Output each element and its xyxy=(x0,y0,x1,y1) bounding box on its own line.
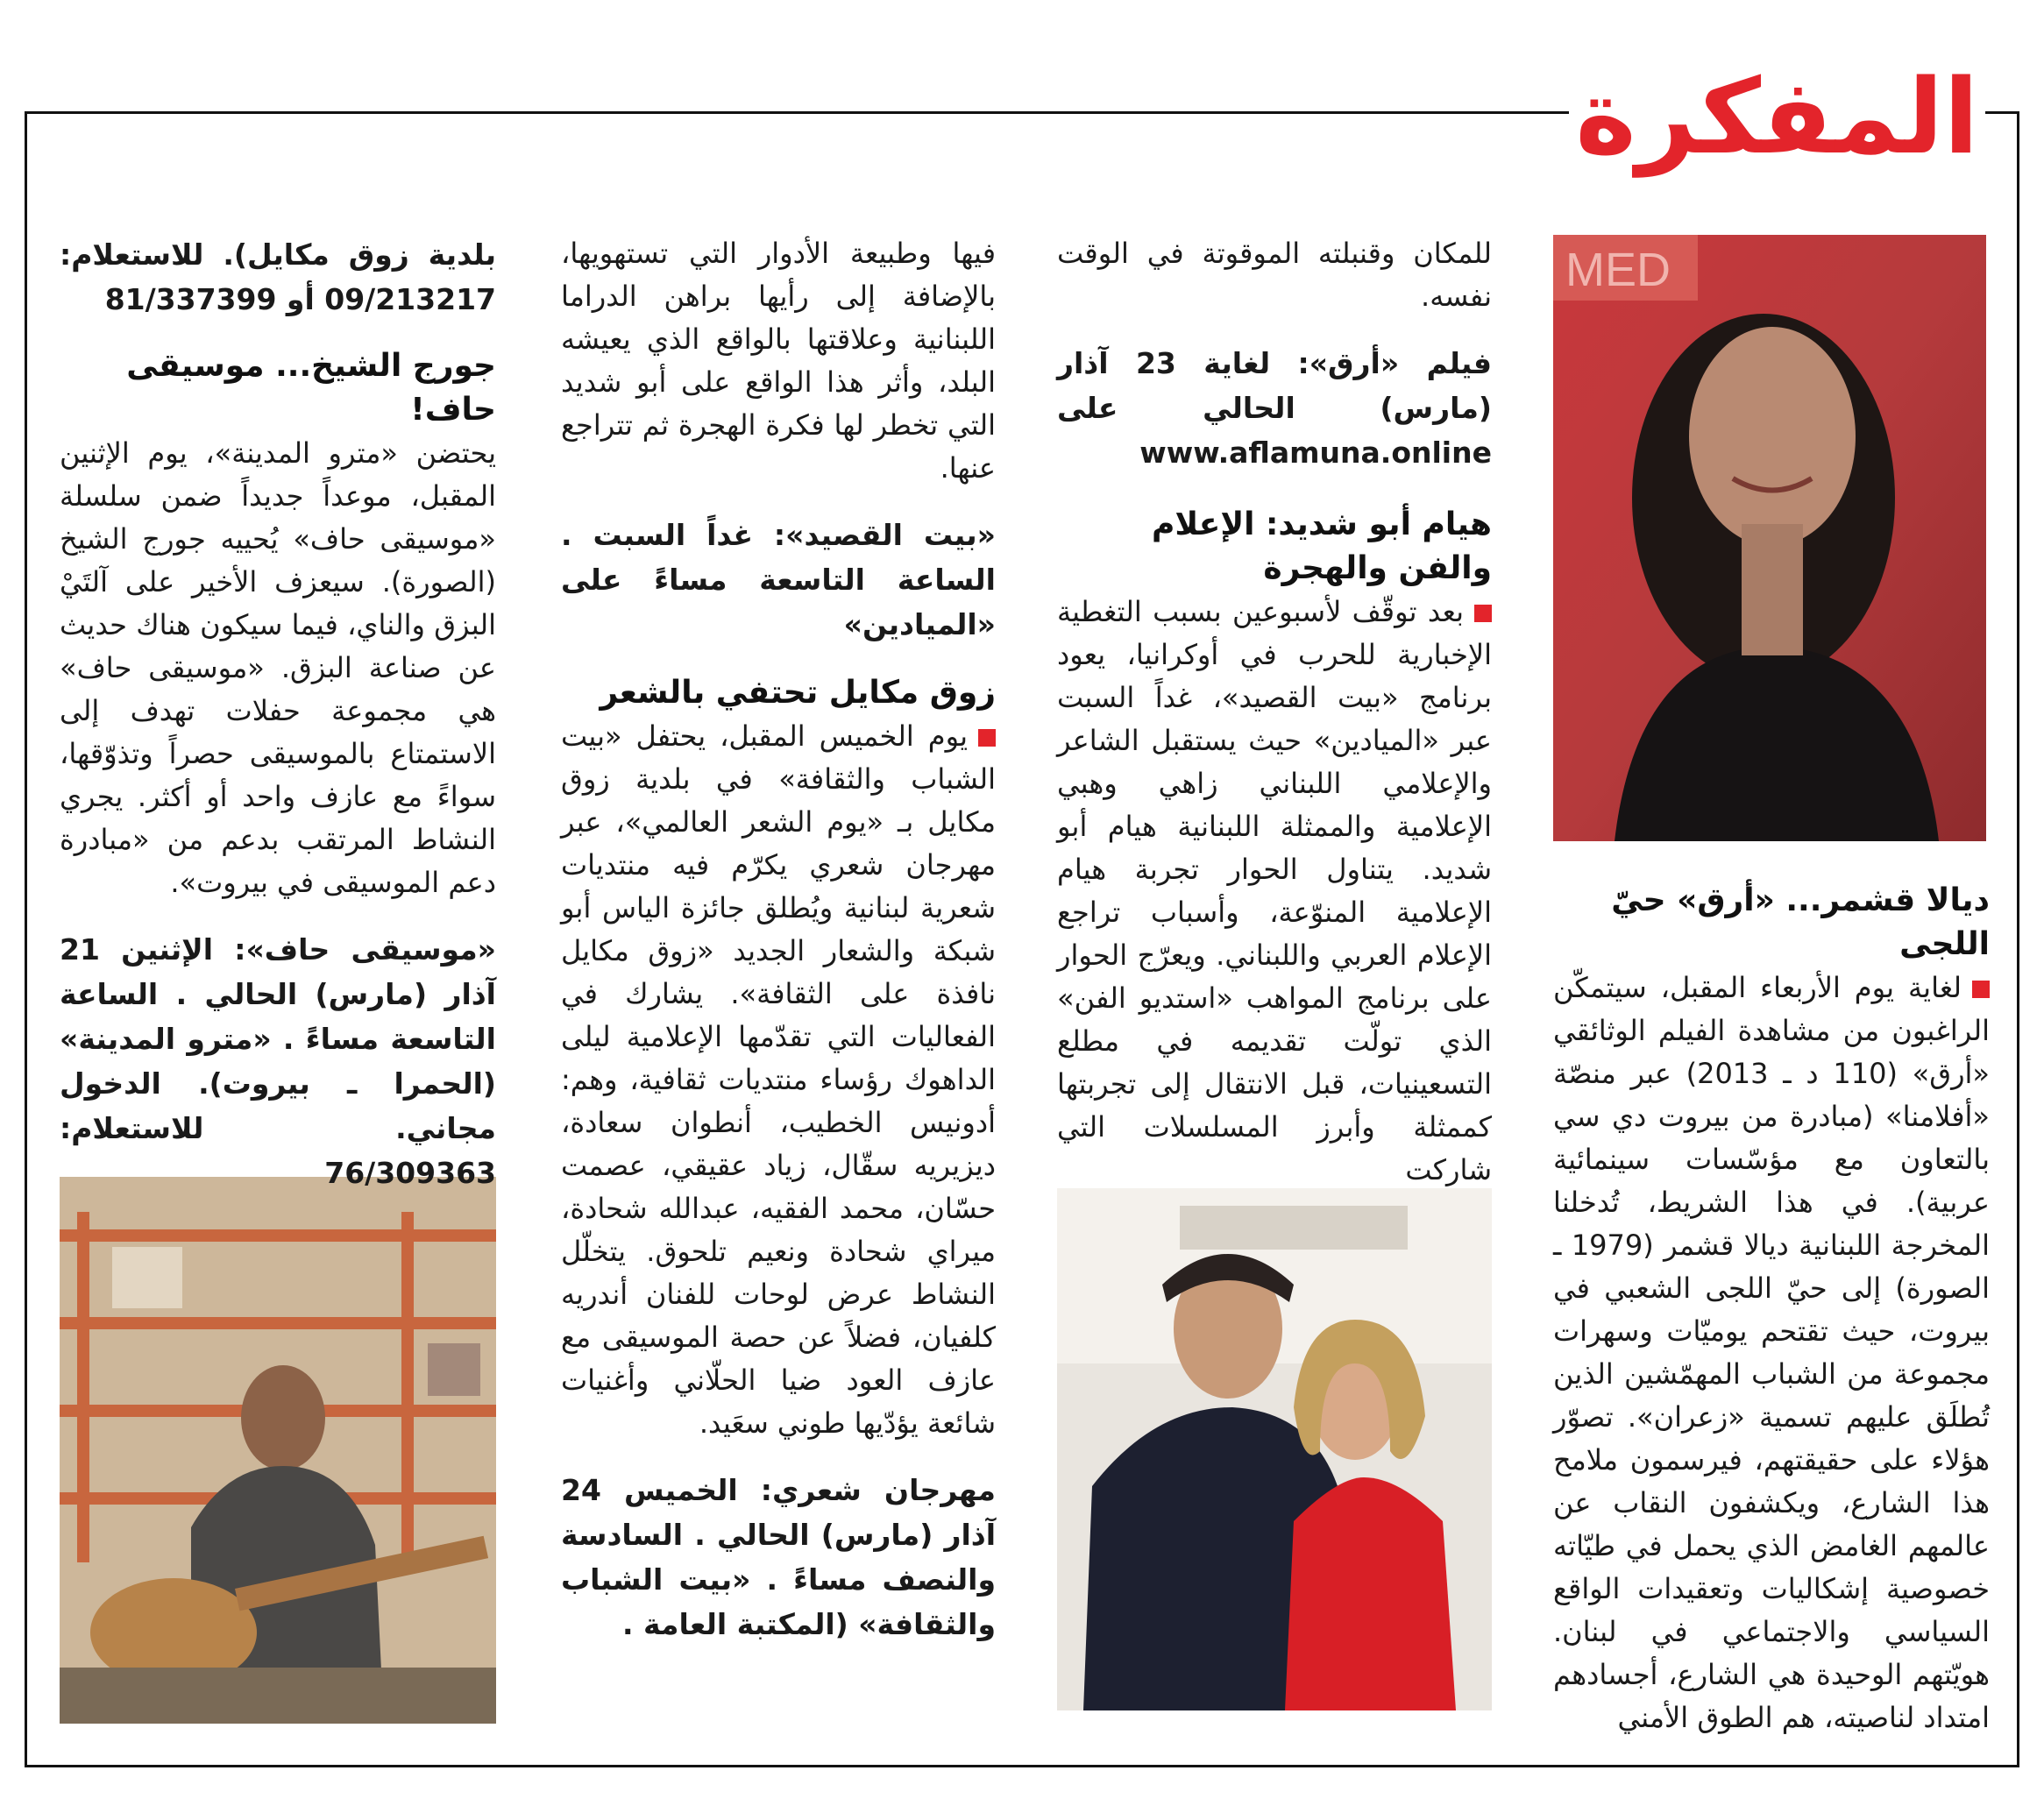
info-zouk-contact: بلدية زوق مكايل). للاستعلام: 09/213217 أو 81/337399 xyxy=(60,237,496,316)
article-heading-george: جورج الشيخ... موسيقى حاف! xyxy=(126,348,496,428)
article-body-hiyam xyxy=(1057,591,1492,1192)
musician-photo xyxy=(60,1177,496,1724)
continued-text-col3: فيها وطبيعة الأدوار التي تستهويها، بالإضافة إلى رأيها براهن الدراما اللبنانية وعلاقتها بالواقع الذي يعيشه البلد، وأثر هذا الواقع على أبو شديد التي تخطر لها فكرة الهجرة ثم تتراجع عنها. xyxy=(561,237,996,485)
column-george-sheikh xyxy=(60,232,496,1195)
article-heading-hiyam: هيام أبو شديد: الإعلام والفن والهجرة xyxy=(1152,506,1492,586)
article-body-george: يحتضن «مترو المدينة»، يوم الإثنين المقبل، موعداً جديداً ضمن سلسلة «موسيقى حاف» يُحييه جورج الشيخ (الصورة). سيعزف الأخير على آلتَيْ البزق والناي، فيما سيكون هناك حديث عن صناعة البزق. «موسيقى حاف» هي مجموعة حفلات تهدف إلى الاستمتاع بالموسيقى حصراً وتذوّقها، سواءً مع عازف واحد أو أكثر. يجري النشاط المرتقب بدعم من «مبادرة دعم الموسيقى في بيروت». xyxy=(60,436,496,899)
info-poetry-festival: مهرجان شعري: الخميس 24 آذار (مارس) الحالي . السادسة والنصف مساءً . «بيت الشباب والثقافة» (المكتبة العامة . xyxy=(561,1473,996,1641)
column-zouk-poetry xyxy=(561,232,996,1647)
article-body-zouk-text: يوم الخميس المقبل، يحتفل «بيت الشباب والثقافة» في بلدية زوق مكايل بـ «يوم الشعر العالمي»، عبر مهرجان شعري يكرّم فيه منتديات شعرية لبنانية ويُطلق جائزة الياس أبو شبكة والشعار الجديد «زوق مكايل نافذة على الثقافة». يشارك في الفعاليات التي تقدّمها الإعلامية ليلى الداهوك رؤساء منتديات ثقافية، وهم: أدونيس الخطيب، أنطوان سعادة، ديزيريه سقّال، زياد عقيقي، عصمت حسّان، محمد الفقيه، عبدالله شحادة، ميراي شحادة ونعيم تلحوق. يتخلّل النشاط عرض لوحات للفنان أندريه كلفيان، فضلاً عن حصة الموسيقى مع عازف العود ضيا الحلّاني وأغنيات شائعة يؤدّيها طوني سعَيد. xyxy=(561,719,996,1440)
photo-watermark: MED xyxy=(1565,244,1671,296)
article-heading-zouk: زوق مكايل تحتفي بالشعر xyxy=(600,675,996,711)
info-film-arak: فيلم «أرق»: لغاية 23 آذار (مارس) الحالي على www.aflamuna.online xyxy=(1057,346,1492,470)
portrait-photo-diala xyxy=(1553,235,1986,841)
masthead-title: المفكرة xyxy=(1569,51,1985,182)
continued-text-col2: للمكان وقنبلته الموقوتة في الوقت نفسه. xyxy=(1057,237,1492,313)
info-music-haf: «موسيقى حاف»: الإثنين 21 آذار (مارس) الحالي . الساعة التاسعة مساءً . «مترو المدينة» (الحمرا ـ بيروت). الدخول مجاني. للاستعلام: 76/309363 xyxy=(60,932,496,1190)
article-body-diala-text: لغاية يوم الأربعاء المقبل، سيتمكّن الراغبون من مشاهدة الفيلم الوثائقي «أرق» (110 د ـ 2013) عبر منصّة «أفلامنا» (مبادرة من بيروت دي سي بالتعاون مع مؤسّسات سينمائية عربية). في هذا الشريط، تُدخلنا المخرجة اللبنانية ديالا قشمر (1979 ـ الصورة) إلى حيّ اللجى الشعبي في بيروت، حيث تقتحم يوميّات وسهرات مجموعة من الشباب المهمّشين الذين تُطلَق عليهم تسمية «زعران». تصوّر هؤلاء على حقيقتهم، فيرسمون ملامح هذا الشارع، ويكشفون النقاب عن عالمهم الغامض الذي يحمل في طيّاته خصوصية إشكاليات وتعقيدات الواقع السياسي والاجتماعي في لبنان. هويّتهم الوحيدة هي الشارع، أجسادهم امتداد لناصيته، هم الطوق الأمني xyxy=(1553,971,1991,1734)
article-body-hiyam-text: بعد توقّف لأسبوعين بسبب التغطية الإخبارية للحرب في أوكرانيا، يعود برنامج «بيت القصيد»، غداً السبت عبر «الميادين» حيث يستقبل الشاعر والإعلامي اللبناني زاهي وهبي الإعلامية والممثلة اللبنانية هيام أبو شديد. يتناول الحوار تجربة هيام الإعلامية المنوّعة، وأسباب تراجع الإعلام العربي واللبناني. ويعرّج الحوار على برنامج المواهب «استديو الفن» الذي تولّت تقديمه في مطلع التسعينيات، قبل الانتقال إلى تجربتها كممثلة وأبرز المسلسلات التي شاركت xyxy=(1057,595,1492,1186)
column-hiyam xyxy=(1057,232,1492,1192)
article-heading-diala: ديالا قشمر... «أرق» حيّ اللجى xyxy=(1611,882,1990,962)
interview-photo xyxy=(1057,1188,1492,1710)
column-diala xyxy=(1553,879,1990,1739)
article-body-zouk xyxy=(561,715,996,1445)
info-bayt-alqasid: «بيت القصيد»: غداً السبت . الساعة التاسعة مساءً على «الميادين» xyxy=(561,518,996,641)
article-body-diala xyxy=(1553,967,1990,1739)
